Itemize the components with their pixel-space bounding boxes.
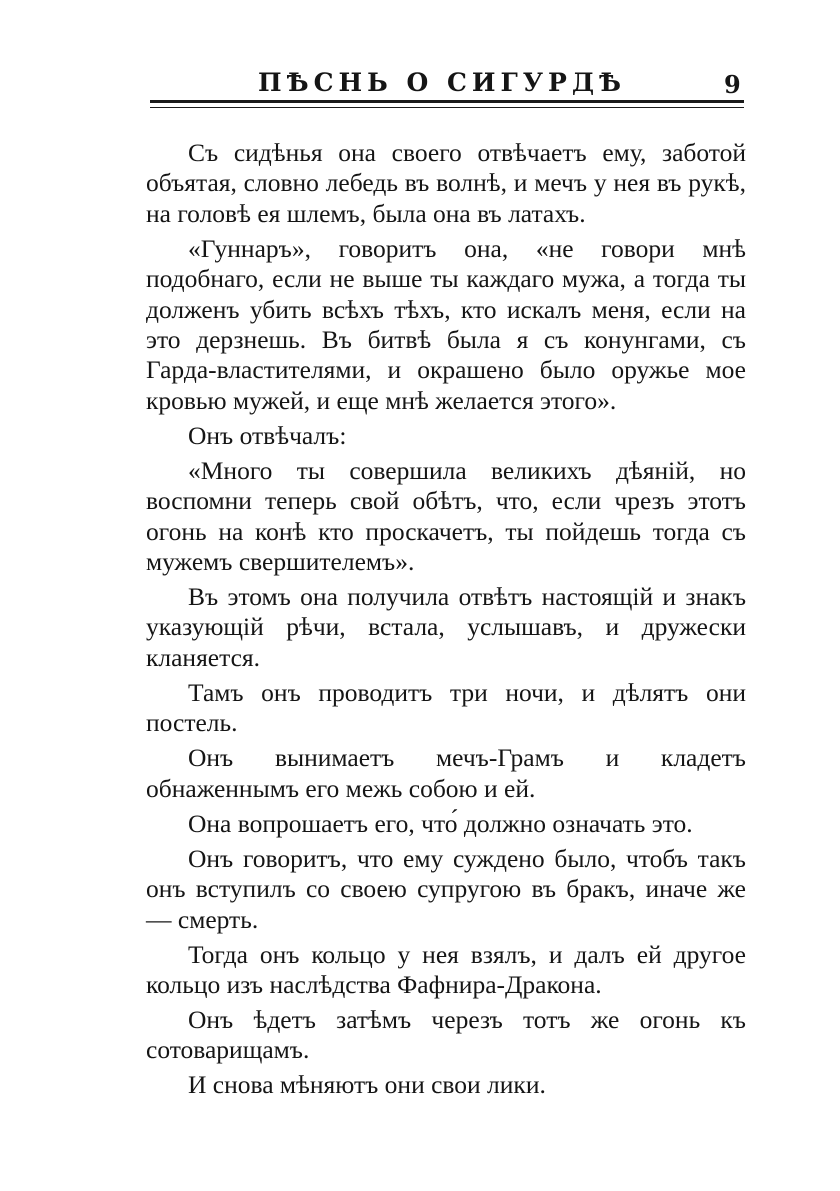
- paragraph: Онъ говоритъ, что ему суждено было, чтобъ такъ онъ вступилъ со своею супругою въ бракъ, иначе же — смерть.: [146, 843, 746, 934]
- header-rule-thin: [150, 107, 744, 108]
- paragraph: Онъ вынимаетъ мечъ-Грамъ и кладетъ обнаженнымъ его межь собою и ей.: [146, 743, 746, 803]
- paragraph: Тамъ онъ проводитъ три ночи, и дѣлятъ они постель.: [146, 677, 746, 738]
- body-text: [146, 138, 746, 1105]
- running-title: ПѢСНЬ О СИГУРДѢ: [258, 68, 627, 97]
- paragraph: Она вопрошаетъ его, что́ должно означать это.: [188, 808, 693, 838]
- paragraph: Онъ ѣдетъ затѣмъ черезъ тотъ же огонь къ сотоварищамъ.: [146, 1004, 746, 1065]
- paragraph: Тогда онъ кольцо у нея взялъ, и далъ ей другое кольцо изъ наслѣдства Фафнира-Дракона.: [146, 939, 746, 999]
- paragraph: Съ сидѣнья она своего отвѣчаетъ ему, заботой объятая, словно лебедь въ волнѣ, и мечъ у нея въ рукѣ, на головѣ ея шлемъ, была она въ латахъ.: [146, 138, 746, 228]
- page-number: 9: [724, 70, 741, 99]
- header-rule-thick: [150, 100, 744, 103]
- paragraph: Онъ отвѣчалъ:: [188, 420, 347, 450]
- paragraph: И снова мѣняютъ они свои лики.: [188, 1070, 546, 1100]
- paragraph: «Гуннаръ», говоритъ она, «не говори мнѣ подобнаго, если не выше ты каждаго мужа, а тогда ты долженъ убить всѣхъ тѣхъ, кто искалъ меня, если на это дерзнешь. Въ битвѣ была я съ конунгами, съ Гарда-властителями, и окрашено было оружье мое кровью мужей, и еще мнѣ желается этого».: [146, 233, 746, 415]
- paragraph: «Много ты совершила великихъ дѣяній, но воспомни теперь свой обѣтъ, что, если чрезъ этотъ огонь на конѣ кто проскачетъ, ты пойдешь тогда съ мужемъ свершителемъ».: [146, 455, 746, 577]
- paragraph: Въ этомъ она получила отвѣтъ настоящій и знакъ указующій рѣчи, встала, услышавъ, и дружески кланяется.: [146, 582, 746, 672]
